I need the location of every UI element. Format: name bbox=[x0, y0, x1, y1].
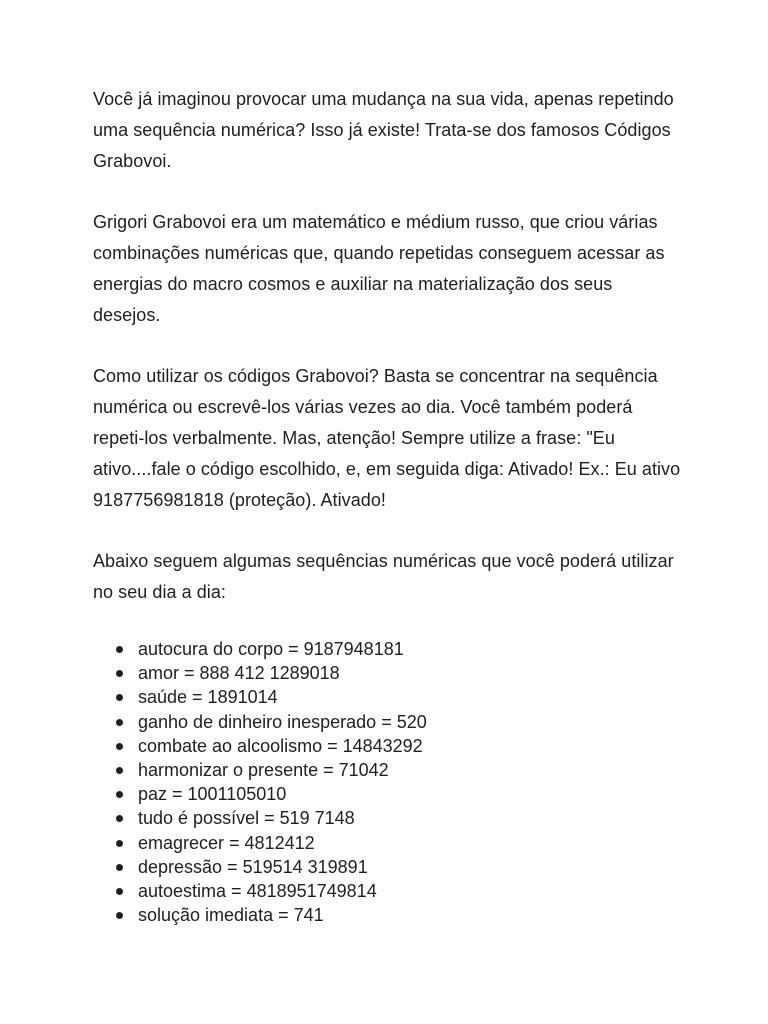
bullet-icon bbox=[116, 912, 123, 919]
list-item-text: autoestima = 4818951749814 bbox=[138, 881, 377, 902]
list-item bbox=[116, 661, 676, 685]
grabovoi-bio-paragraph: Grigori Grabovoi era um matemático e médium russo, que criou várias combinações numéricas que, quando repetidas conseguem acessar as energias do macro cosmos e auxiliar na materialização dos seus desejos. bbox=[93, 212, 665, 325]
list-item-text: saúde = 1891014 bbox=[138, 687, 278, 708]
list-item bbox=[116, 831, 676, 855]
list-item-text: ganho de dinheiro inesperado = 520 bbox=[138, 711, 427, 732]
bullet-icon bbox=[116, 888, 123, 895]
bullet-icon bbox=[116, 767, 123, 774]
list-item-text: emagrecer = 4812412 bbox=[138, 832, 315, 853]
list-item bbox=[116, 782, 676, 806]
list-item bbox=[116, 758, 676, 782]
list-item bbox=[116, 685, 676, 709]
bullet-icon bbox=[116, 670, 123, 677]
list-item-text: amor = 888 412 1289018 bbox=[138, 663, 340, 684]
document-page bbox=[93, 84, 683, 926]
bullet-icon bbox=[116, 743, 123, 750]
bullet-icon bbox=[116, 646, 123, 653]
bullet-icon bbox=[116, 815, 123, 822]
list-item bbox=[116, 903, 676, 927]
bullet-icon bbox=[116, 791, 123, 798]
list-item-text: paz = 1001105010 bbox=[138, 784, 287, 805]
list-item bbox=[116, 710, 676, 734]
list-item bbox=[116, 637, 676, 661]
list-item bbox=[116, 879, 676, 903]
list-intro-paragraph: Abaixo seguem algumas sequências numéricas que você poderá utilizar no seu dia a dia: bbox=[93, 551, 674, 602]
bullet-icon bbox=[116, 719, 123, 726]
list-item-text: harmonizar o presente = 71042 bbox=[138, 760, 389, 781]
list-item bbox=[116, 855, 676, 879]
list-item-text: combate ao alcoolismo = 14843292 bbox=[138, 735, 423, 756]
bullet-icon bbox=[116, 840, 123, 847]
bullet-icon bbox=[116, 694, 123, 701]
intro-paragraph: Você já imaginou provocar uma mudança na sua vida, apenas repetindo uma sequência numérica? Isso já existe! Trata-se dos famosos Códigos Grabovoi. bbox=[93, 89, 674, 171]
codes-list bbox=[116, 637, 676, 927]
list-item-text: depressão = 519514 319891 bbox=[138, 856, 368, 877]
usage-paragraph: Como utilizar os códigos Grabovoi? Basta se concentrar na sequência numérica ou escrevê-los várias vezes ao dia. Você também poderá repeti-los verbalmente. Mas, atenção! Sempre utilize a frase: "Eu ativo....fale o código escolhido, e, em seguida diga: Ativado! Ex.: Eu ativo 9187756981818 (proteção). Ativado! bbox=[93, 366, 681, 510]
list-item bbox=[116, 734, 676, 758]
bullet-icon bbox=[116, 864, 123, 871]
list-item-text: solução imediata = 741 bbox=[138, 905, 324, 926]
list-item-text: autocura do corpo = 9187948181 bbox=[138, 639, 404, 659]
list-item-text: tudo é possível = 519 7148 bbox=[138, 808, 355, 829]
list-item bbox=[116, 806, 676, 830]
